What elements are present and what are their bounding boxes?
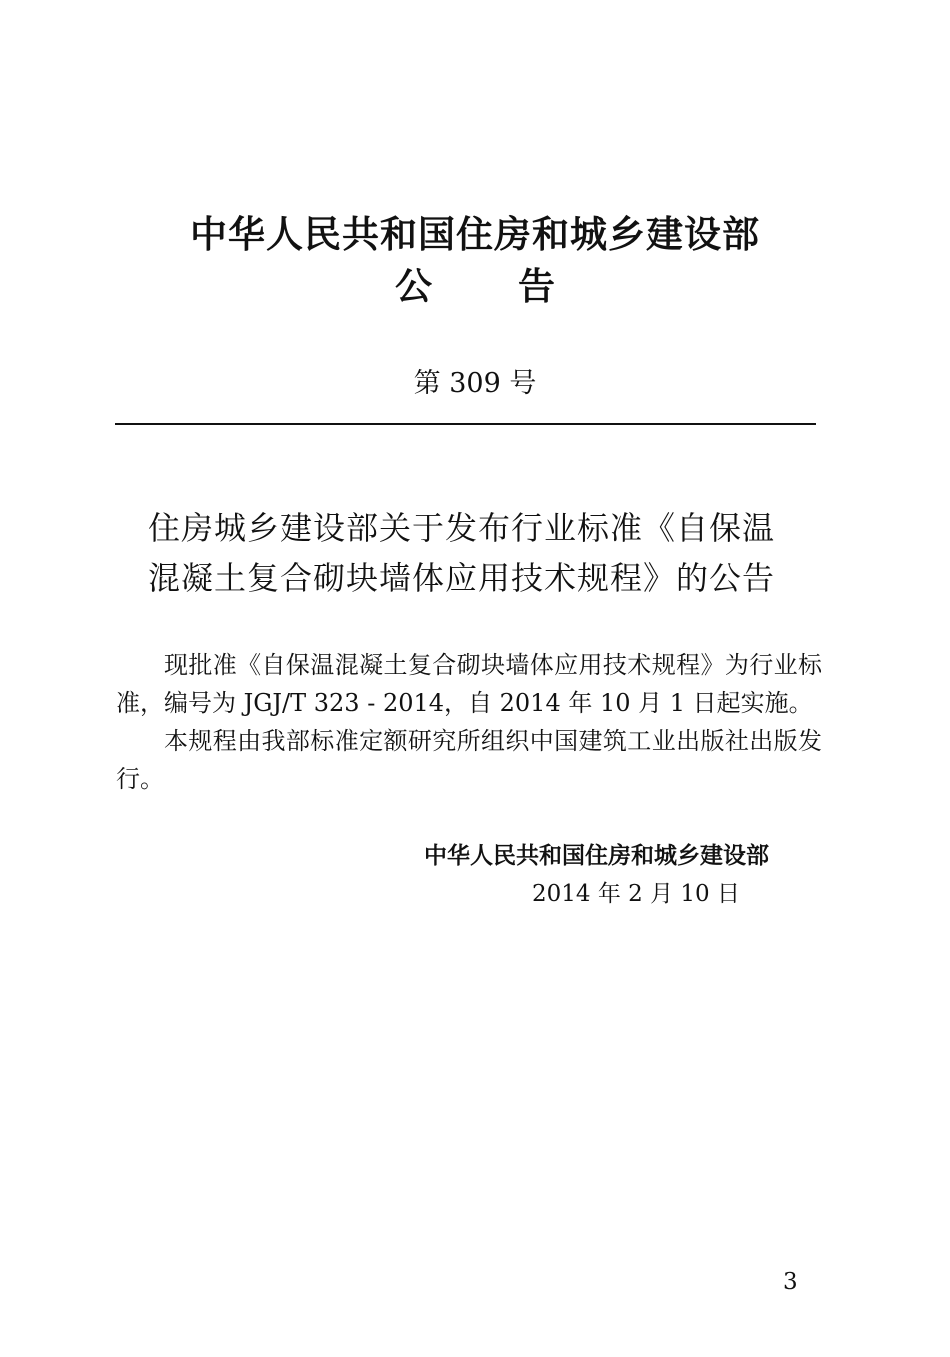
document-number: 第 309 号 bbox=[413, 368, 537, 399]
page-number: 3 bbox=[783, 1269, 798, 1295]
issue-date: 2014 年 2 月 10 日 bbox=[532, 881, 740, 907]
notice-body bbox=[116, 646, 822, 798]
body-paragraph-2: 本规程由我部标准定额研究所组织中国建筑工业出版社出版发行。 bbox=[116, 727, 822, 793]
notice-title-line-2: 混凝土复合砌块墙体应用技术规程》的公告 bbox=[148, 559, 776, 597]
notice-title bbox=[148, 503, 828, 603]
notice-title-line-1: 住房城乡建设部关于发布行业标准《自保温 bbox=[148, 509, 776, 547]
issuer-heading: 中华人民共和国住房和城乡建设部 bbox=[190, 213, 760, 256]
body-paragraph-1: 现批准《自保温混凝土复合砌块墙体应用技术规程》为行业标准，编号为 JGJ/T 323 - 2014，自 2014 年 10 月 1 日起实施。 bbox=[116, 651, 822, 717]
horizontal-divider bbox=[115, 423, 816, 425]
document-type-heading: 公告 bbox=[395, 265, 641, 308]
issuer-signature: 中华人民共和国住房和城乡建设部 bbox=[424, 843, 769, 869]
